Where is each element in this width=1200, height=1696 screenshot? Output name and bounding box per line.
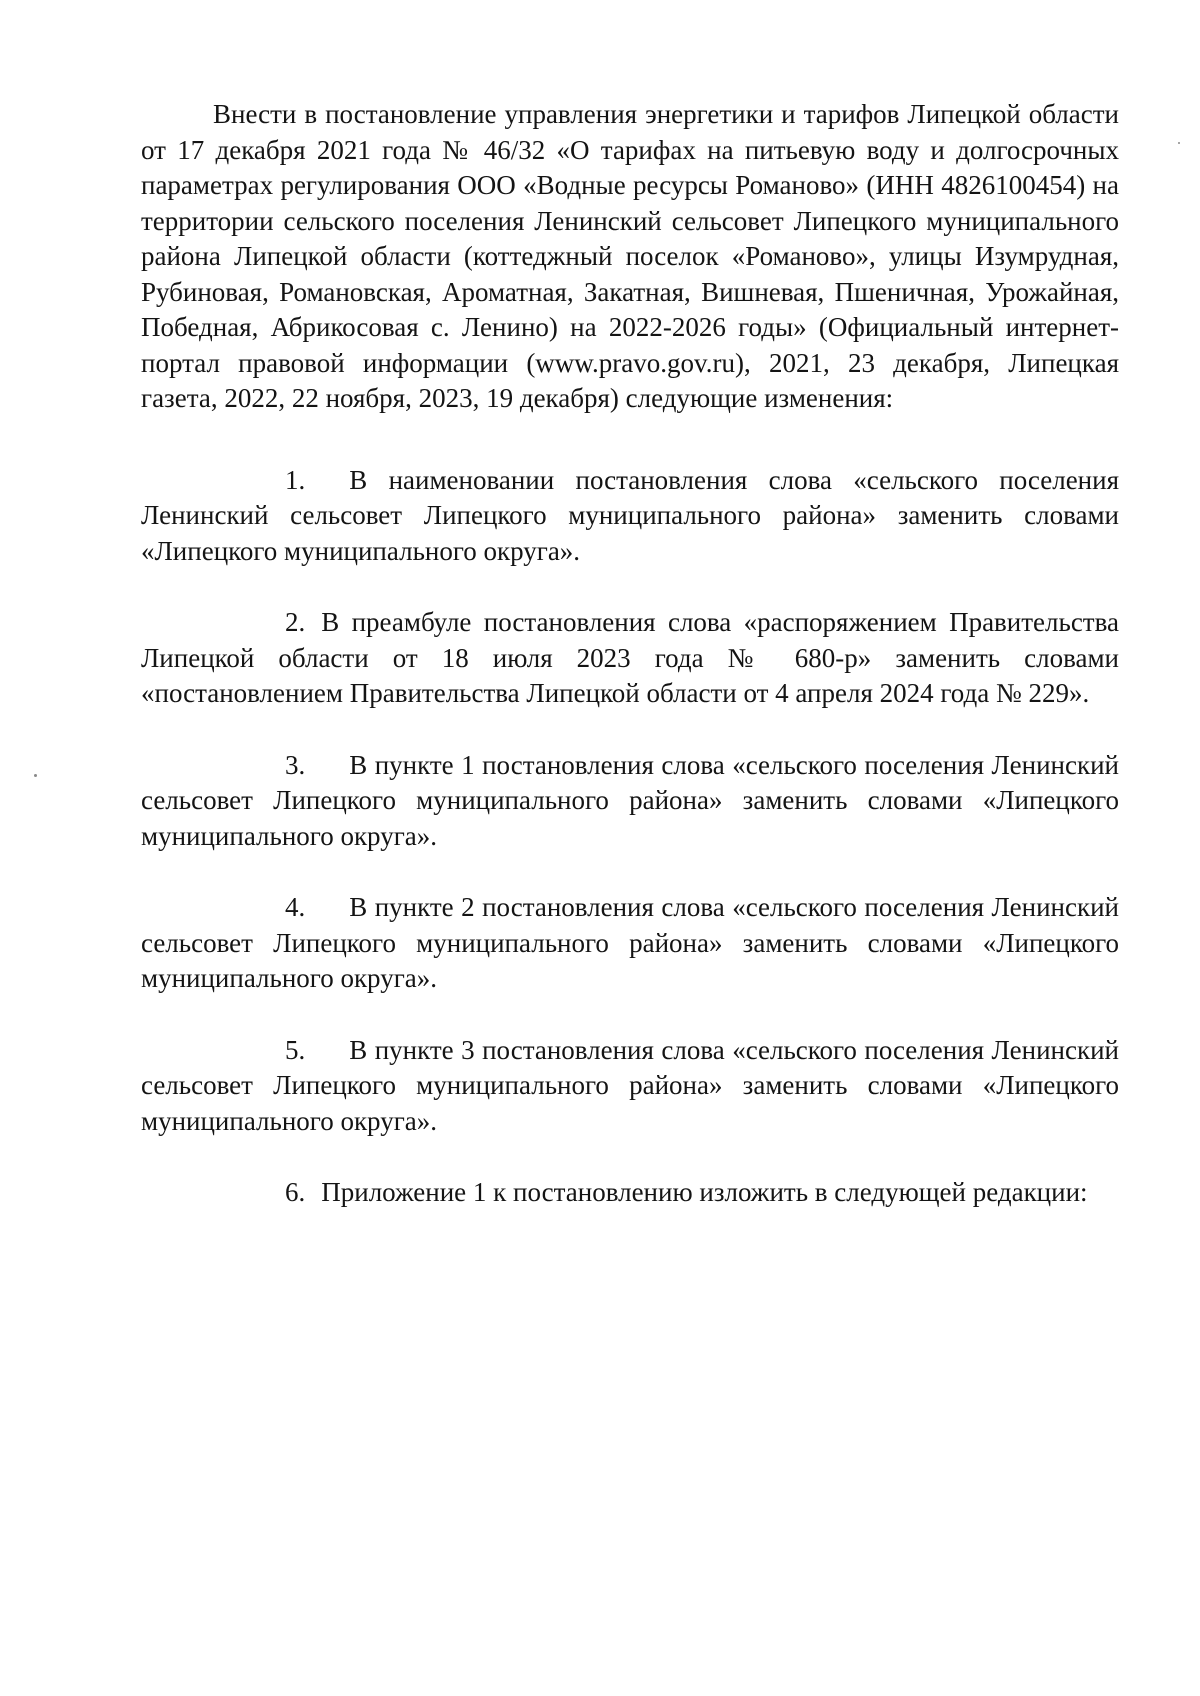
item-text: В пункте 1 постановления слова «сельского поселения Ленинский сельсовет Липецкого муниципального района» заменить словами «Липецкого муниципального округа». xyxy=(141,749,1119,851)
document-body xyxy=(141,97,1119,1247)
item-number: 1. xyxy=(285,464,306,495)
list-item xyxy=(141,890,1119,997)
scan-speck xyxy=(34,774,37,777)
scan-speck xyxy=(1178,142,1180,144)
list-item xyxy=(141,1033,1119,1140)
item-text: В преамбуле постановления слова «распоряжением Правительства Липецкой области от 18 июля 2023 года № 680-р» заменить словами «постановлением Правительства Липецкой области от 4 апреля 2024 года № 229». xyxy=(141,607,1119,708)
item-number: 5. xyxy=(285,1034,306,1065)
item-number: 3. xyxy=(285,749,306,780)
list-item xyxy=(141,605,1119,712)
item-number: 6. xyxy=(285,1177,306,1207)
item-number: 4. xyxy=(285,892,306,922)
item-text: Приложение 1 к постановлению изложить в следующей редакции: xyxy=(321,1177,1088,1207)
item-text: В пункте 2 постановления слова «сельского поселения Ленинский сельсовет Липецкого муниципального района» заменить словами «Липецкого муниципального округа». xyxy=(141,892,1119,993)
list-item xyxy=(141,748,1119,855)
list-item xyxy=(141,463,1119,570)
item-number: 2. xyxy=(285,607,306,637)
intro-paragraph: Внести в постановление управления энергетики и тарифов Липецкой области от 17 декабря 2021 года № 46/32 «О тарифах на питьевую воду и долгосрочных параметрах регулирования ООО «Водные ресурсы Романово» (ИНН 4826100454) на территории сельского поселения Ленинский сельсовет Липецкого муниципального района Липецкой области (коттеджный поселок «Романово», улицы Изумрудная, Рубиновая, Романовская, Ароматная, Закатная, Вишневая, Пшеничная, Урожайная, Победная, Абрикосовая с. Ленино) на 2022-2026 годы» (Официальный интернет-портал правовой информации (www.pravo.gov.ru), 2021, 23 декабря, Липецкая газета, 2022, 22 ноября, 2023, 19 декабря) следующие изменения: xyxy=(141,99,1119,413)
item-text: В пункте 3 постановления слова «сельского поселения Ленинский сельсовет Липецкого муниципального района» заменить словами «Липецкого муниципального округа». xyxy=(141,1034,1119,1136)
item-text: В наименовании постановления слова «сельского поселения Ленинский сельсовет Липецкого муниципального района» заменить словами «Липецкого муниципального округа». xyxy=(141,464,1119,566)
list-item xyxy=(141,1175,1119,1211)
